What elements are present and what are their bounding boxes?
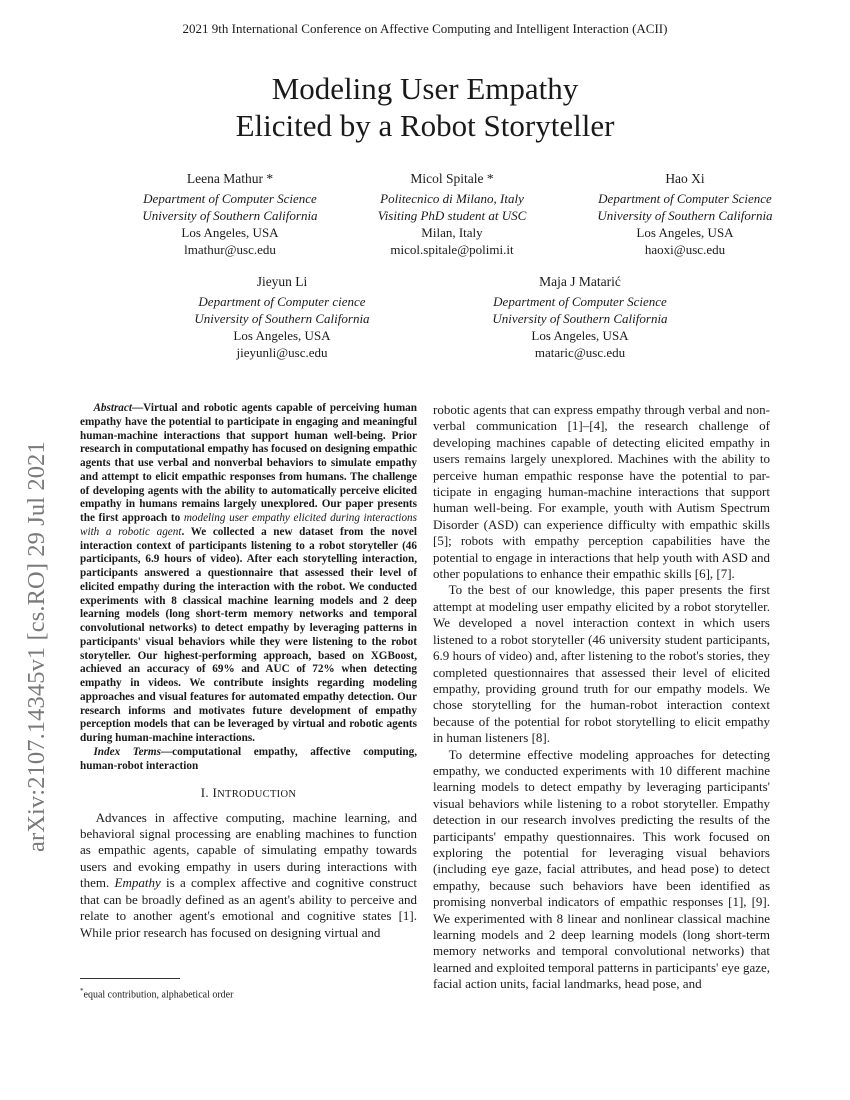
paper-title [0,70,850,144]
abstract-emphasis: modeling user empathy elicited during interactions with a robotic agent [80,512,417,538]
author-email: jieyunli@usc.edu [236,345,328,360]
index-terms-text: —computational empathy, affective computing, human-robot interaction [80,745,417,772]
abstract-text: . We collected a new dataset from the novel interaction context of participants listening to a robot storyteller (46 participants, 6.9 hours of video). After each storytelling interaction, participants answered a questionnaire that assessed their level of elicited empathy during the interaction with the robot. We conducted experiments with 8 classical machine learning models and 2 deep learning models (long short-term memory networks and temporal convolutional networks) to detect empathy by leveraging patterns in participants' visual behaviors while they were listening to the robot storyteller. Our highest-performing approach, based on XGBoost, achieved an accuracy of 69% and AUC of 72% when detecting empathy in videos. We contribute insights regarding modeling approaches and visual features for automated empathy detection. Our research informs and motivates future development of empathy perception models that can be leveraged by virtual and robotic agents during human-machine interactions. [80,525,418,744]
author-affiliation: Department of Computer Science [493,294,667,309]
author-affiliation: Politecnico di Milano, Italy [380,191,524,206]
author-affiliation: University of Southern California [597,208,773,223]
footnote-mark: * [80,987,84,995]
abstract-text: —Virtual and robotic agents capable of perceiving human empathy have the potential to participate in engaging and meaningful human-machine interactions that support human well-being. Prior research in computational empathy has focused on designing empathic agents that use verbal and nonverbal behaviors to simulate empathy and attempt to elicit empathic responses from humans. The challenge of developing agents with the ability to automatically perceive elicited empathy in humans remains largely unexplored. Our paper presents the first approach to [80,402,417,524]
author-affiliation: University of Southern California [142,208,318,223]
author-location: Los Angeles, USA [636,225,734,240]
author-affiliation: University of Southern California [194,311,370,326]
intro-paragraph [80,810,417,941]
title-line-2: Elicited by a Robot Storyteller [235,108,615,143]
author-affiliation: Department of Computer Science [143,191,317,206]
intro-text: Advances in affective computing, machine learning, and behavioral signal processing are enabling machines to function as empathic agents, capable of simulating empathy towards users and evoking empathy in users during interactions with them. [80,809,417,891]
author-block-2 [322,170,582,258]
body-paragraph: To determine effective modeling approaches for detecting empathy, we conducted experiments with 10 different machine learning models to detect empathy by leveraging participants' visual behaviors while listening to a robot storyteller. Empathy detection in our research involves predicting the results of the participants' empathy questionnaires. This work focused on exploring the potential for leveraging visual behaviors (including eye gaze, facial attributes, and head pose) to detect empathy, because such behaviors have been identified as promising nonverbal indicators of empathic responses [1], [9]. We experimented with 8 linear and nonlinear classical machine learning models and 2 deep learning models (long short-term memory networks and temporal convolutional networks) that learned and exploited temporal patterns in participants' eye gaze, facial action units, facial landmarks, head pose, and [433,746,770,992]
section-numeral: I. I [200,785,218,801]
author-location: Milan, Italy [421,225,483,240]
index-terms-label: Index Terms [93,745,161,758]
author-name: Maja J Matarić [539,274,621,289]
author-location: Los Angeles, USA [181,225,279,240]
author-name: Leena Mathur * [186,171,274,186]
author-block-1 [100,170,360,258]
author-email: lmathur@usc.edu [184,242,276,257]
author-affiliation: Department of Computer cience [198,294,366,309]
author-affiliation: Department of Computer Science [598,191,772,206]
section-title: NTRODUCTION [217,789,297,801]
left-column [80,402,417,941]
title-line-1: Modeling User Empathy [271,71,579,106]
body-paragraph: To the best of our knowledge, this paper presents the first attempt at modeling user empathy elicited by a robot storyteller. We developed a novel interaction context in which users listened to a robot storyteller (46 university student participants, 6.9 hours of video) and, after listening to the robot's stories, they completed questionnaires that assessed their level of elicited empathy, providing ground truth for our empathy models. We chose storytelling for the human-robot interaction context because of the potential for robot storytelling to elicit empathy in human listeners [8]. [433,582,770,746]
intro-emphasis: Empathy [114,875,161,891]
author-location: Los Angeles, USA [531,328,629,343]
footnote [80,985,233,1001]
right-column [433,402,770,993]
author-affiliation: Visiting PhD student at USC [377,208,527,223]
arxiv-stamp: arXiv:2107.14345v1 [cs.RO] 29 Jul 2021 [23,441,50,852]
section-heading-introduction [80,785,417,803]
footnote-rule [80,978,180,979]
footnote-text: equal contribution, alphabetical order [83,989,234,1001]
intro-text: is a complex affective and cognitive construct that can be broadly defined as an agent's ability to perceive and relate to another agent's emotional and cognitive states [1]. While prior research has focused on designing virtual and [80,875,417,940]
author-name: Hao Xi [665,171,705,186]
abstract [80,402,417,746]
abstract-label: Abstract [93,402,132,414]
author-block-4 [152,273,412,361]
author-block-5 [450,273,710,361]
body-paragraph: robotic agents that can express empathy through verbal and non-verbal communication [1]–[4], the research challenge of developing machines capable of detecting elicited empathy in users remains largely unexplored. Machines with the ability to perceive human empathic response have the potential to par-ticipate in engaging human-machine interactions that support human well-being. For example, youth with Autism Spectrum Disorder (ASD) can experience difficulty with empathic skills [5]; robots with empathy perception capabilities have the potential to engage in interactions that help youth with ASD and other populations to enhance their empathic skills [6], [7]. [433,402,770,582]
author-affiliation: University of Southern California [492,311,668,326]
index-terms [80,746,417,774]
author-email: micol.spitale@polimi.it [390,242,514,257]
author-location: Los Angeles, USA [233,328,331,343]
conference-header: 2021 9th International Conference on Affective Computing and Intelligent Interaction (ACII) [182,21,668,36]
author-email: haoxi@usc.edu [644,242,726,257]
author-block-3 [555,170,815,258]
author-name: Micol Spitale * [410,171,494,186]
author-email: mataric@usc.edu [534,345,626,360]
author-name: Jieyun Li [256,274,308,289]
